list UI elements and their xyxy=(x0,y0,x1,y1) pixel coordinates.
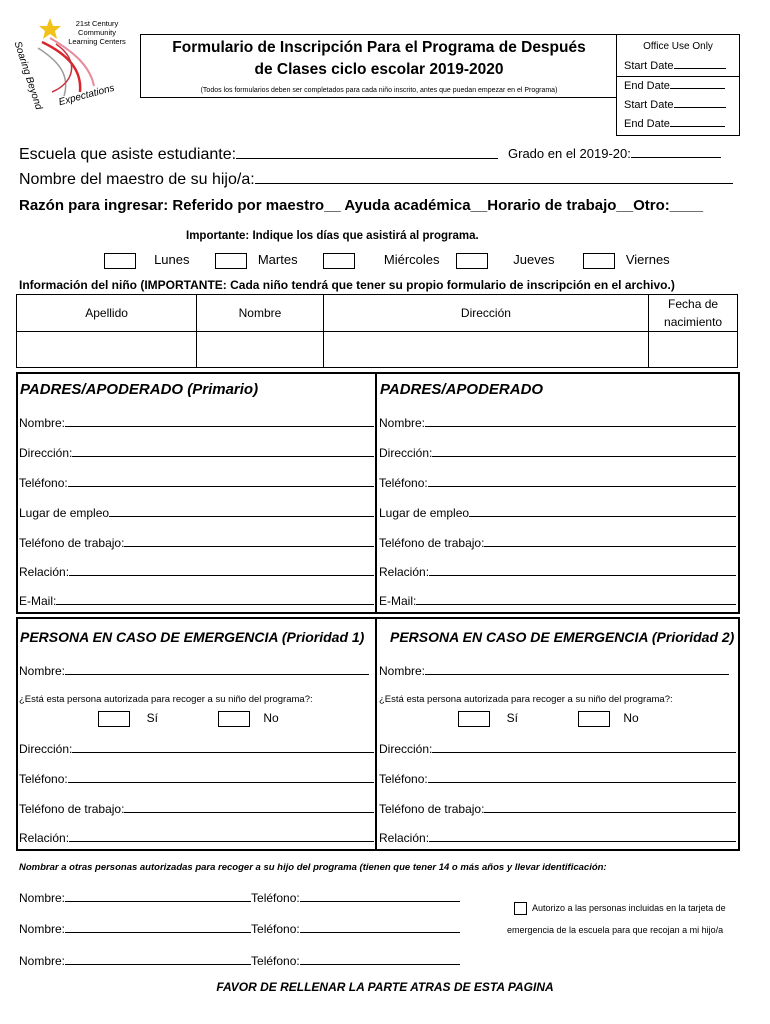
office-end-date-1[interactable]: End Date xyxy=(617,76,739,96)
emergency-2-question: ¿Está esta persona autorizada para recoger a su niño del programa?: xyxy=(379,694,673,705)
form-title-note: (Todos los formularios deben ser completados para cada niño inscrito, antes que puedan empezar en el Programa) xyxy=(200,87,558,94)
form-title-box xyxy=(140,34,617,98)
parent-secondary-field-1[interactable]: Dirección: xyxy=(379,445,736,460)
authorize-line1[interactable]: Autorizo a las personas incluidas en la tarjeta de xyxy=(514,902,726,915)
day-miercoles[interactable]: Miércoles xyxy=(323,252,440,269)
office-start-date-2[interactable]: Start Date xyxy=(617,96,739,115)
emergency-1-no[interactable]: No xyxy=(218,711,279,727)
col-nombre: Nombre xyxy=(197,295,324,332)
emergency-1-question: ¿Está esta persona autorizada para recoger a su niño del programa?: xyxy=(19,694,313,705)
parent-primary-field-2[interactable]: Teléfono: xyxy=(19,475,374,490)
child-info-heading: Información del niño (IMPORTANTE: Cada niño tendrá que tener su propio formulario de inscripción en el archivo.) xyxy=(19,278,675,292)
authorize-line2: emergencia de la escuela para que recojan a mi hijo/a xyxy=(507,925,724,935)
form-title-line2: de Clases ciclo escolar 2019-2020 xyxy=(254,61,504,78)
parent-primary-field-3[interactable]: Lugar de empleo xyxy=(19,505,374,520)
form-title-line1: Formulario de Inscripción Para el Programa de Después xyxy=(172,39,586,56)
parent-secondary-field-2[interactable]: Teléfono: xyxy=(379,475,736,490)
emergency-1-yes-checkbox[interactable] xyxy=(98,711,130,727)
emergency-2-no-checkbox[interactable] xyxy=(578,711,610,727)
emergency-1-no-checkbox[interactable] xyxy=(218,711,250,727)
emergency-1-title: PERSONA EN CASO DE EMERGENCIA (Prioridad 1) xyxy=(20,629,365,645)
emergency-1-field-1[interactable]: Teléfono: xyxy=(19,771,374,786)
emergency-2-field-1[interactable]: Teléfono: xyxy=(379,771,736,786)
cell-apellido[interactable] xyxy=(17,332,197,368)
checkbox-viernes[interactable] xyxy=(583,253,615,269)
parent-primary-field-5[interactable]: Relación: xyxy=(19,564,374,579)
other-person-row-2[interactable]: Nombre: Teléfono: xyxy=(19,953,460,968)
parent-secondary-field-3[interactable]: Lugar de empleo xyxy=(379,505,736,520)
emergency-2-field-2[interactable]: Teléfono de trabajo: xyxy=(379,801,736,816)
logo-tagline-1: Soaring Beyond xyxy=(11,40,44,112)
emergency-2-field-0[interactable]: Dirección: xyxy=(379,741,736,756)
logo-org-line2: Learning Centers xyxy=(68,37,126,46)
grade-field[interactable]: Grado en el 2019-20: xyxy=(508,146,721,161)
parent-secondary-field-4[interactable]: Teléfono de trabajo: xyxy=(379,535,736,550)
emergency-2-yes-checkbox[interactable] xyxy=(458,711,490,727)
emergency-2-no[interactable]: No xyxy=(578,711,639,727)
cell-direccion[interactable] xyxy=(323,332,648,368)
other-person-row-0[interactable]: Nombre: Teléfono: xyxy=(19,890,460,905)
emergency-2-name-field[interactable]: Nombre: xyxy=(379,663,736,678)
emergency-2-title: PERSONA EN CASO DE EMERGENCIA (Prioridad 2) xyxy=(390,629,735,645)
parent-secondary-title: PADRES/APODERADO xyxy=(380,381,544,398)
office-end-date-2[interactable]: End Date xyxy=(617,115,739,134)
emergency-1-name-field[interactable]: Nombre: xyxy=(19,663,374,678)
parent-secondary-field-6[interactable]: E-Mail: xyxy=(379,593,736,608)
day-viernes[interactable]: Viernes xyxy=(583,252,670,269)
logo-org-name xyxy=(56,19,138,46)
parent-primary-field-0[interactable]: Nombre: xyxy=(19,415,374,430)
office-start-date-1[interactable]: Start Date xyxy=(617,57,739,76)
emergency-2-yes[interactable]: Sí xyxy=(458,711,518,727)
cell-fecha-nacimiento[interactable] xyxy=(649,332,738,368)
col-apellido: Apellido xyxy=(17,295,197,332)
emergency-1-yes[interactable]: Sí xyxy=(98,711,158,727)
emergency-1-field-2[interactable]: Teléfono de trabajo: xyxy=(19,801,374,816)
checkbox-miercoles[interactable] xyxy=(323,253,355,269)
checkbox-martes[interactable] xyxy=(215,253,247,269)
other-authorized-heading: Nombrar a otras personas autorizadas para recoger a su hijo del programa (tienen que tener 14 o más años y llevar identificación: xyxy=(19,862,607,873)
day-lunes[interactable]: Lunes xyxy=(104,252,189,269)
parent-primary-field-6[interactable]: E-Mail: xyxy=(19,593,374,608)
teacher-field[interactable]: Nombre del maestro de su hijo/a: xyxy=(19,169,733,189)
authorize-checkbox[interactable] xyxy=(514,902,527,915)
parent-primary-field-4[interactable]: Teléfono de trabajo: xyxy=(19,535,374,550)
col-direccion: Dirección xyxy=(323,295,648,332)
day-jueves[interactable]: Jueves xyxy=(456,252,555,269)
emergency-2-field-3[interactable]: Relación: xyxy=(379,830,736,845)
school-field[interactable]: Escuela que asiste estudiante: xyxy=(19,144,498,164)
checkbox-lunes[interactable] xyxy=(104,253,136,269)
logo-org-line1: 21st Century Community xyxy=(75,19,119,37)
parents-divider xyxy=(375,372,377,612)
days-instructions: Importante: Indique los días que asistirá al programa. xyxy=(186,230,479,242)
logo-tagline-2: Expectations xyxy=(57,82,116,109)
other-person-row-1[interactable]: Nombre: Teléfono: xyxy=(19,921,460,936)
footer-note: FAVOR DE RELLENAR LA PARTE ATRAS DE ESTA PAGINA xyxy=(216,980,554,994)
parent-primary-title: PADRES/APODERADO (Primario) xyxy=(20,381,259,398)
emergency-divider xyxy=(375,617,377,849)
parent-secondary-field-5[interactable]: Relación: xyxy=(379,564,736,579)
office-use-box xyxy=(616,34,740,136)
col-fecha-nacimiento: Fecha de nacimiento xyxy=(649,295,738,332)
child-info-table xyxy=(16,294,738,368)
emergency-1-field-3[interactable]: Relación: xyxy=(19,830,374,845)
office-use-heading: Office Use Only xyxy=(643,41,713,52)
emergency-1-field-0[interactable]: Dirección: xyxy=(19,741,374,756)
day-martes[interactable]: Martes xyxy=(215,252,298,269)
reason-field[interactable]: Razón para ingresar: Referido por maestro__ Ayuda académica__Horario de trabajo__Otro:____ xyxy=(19,197,704,214)
cell-nombre[interactable] xyxy=(197,332,324,368)
parent-primary-field-1[interactable]: Dirección: xyxy=(19,445,374,460)
checkbox-jueves[interactable] xyxy=(456,253,488,269)
parent-secondary-field-0[interactable]: Nombre: xyxy=(379,415,736,430)
